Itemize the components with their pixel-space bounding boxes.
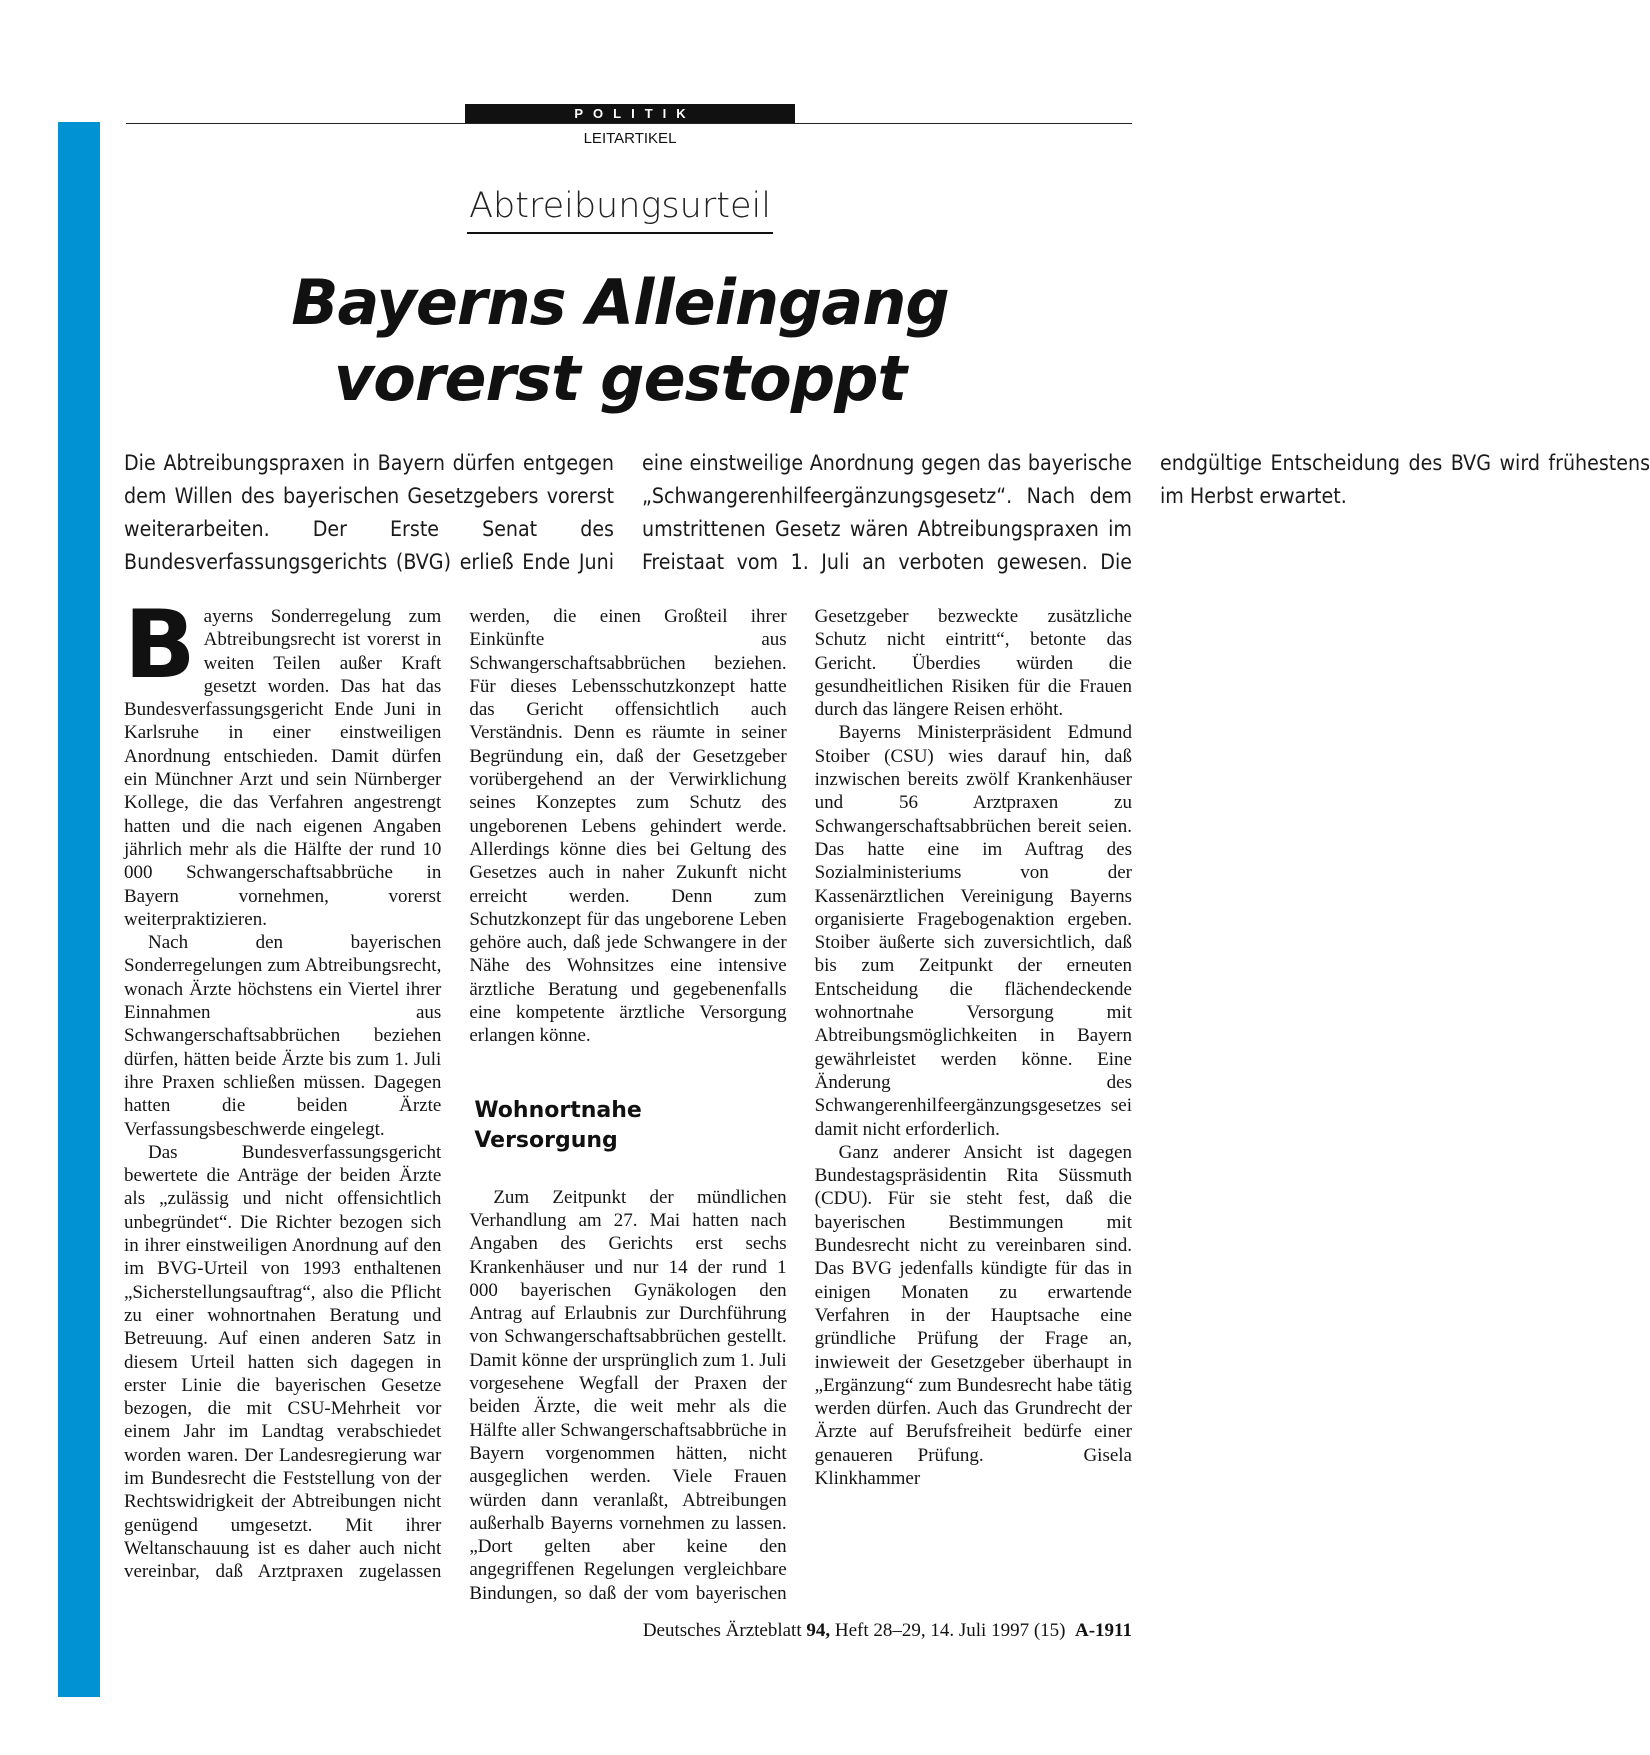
- subheading-line-1: Wohnortnahe: [474, 1097, 642, 1123]
- body-paragraph: Nach den bayerischen Sonderregelungen zum Abtreibungsrecht, wonach Ärzte höchstens ein Viertel ihrer Einnahmen aus Schwangerschaftsabbrüchen beziehen dürfen, hätten beide Ärzte bis zum 1. Juli ihre Praxen schließen müssen. Dagegen hatten die beiden Ärzte Verfassungsbeschwerde eingelegt.: [124, 932, 442, 1140]
- journal-volume: 94,: [806, 1620, 831, 1641]
- lead-paragraph: [124, 446, 1650, 578]
- headline-line-1: Bayerns Alleingang: [291, 266, 949, 339]
- headline: [0, 265, 1240, 417]
- subheading-line-2: Versorgung: [474, 1127, 618, 1153]
- kicker-title: Abtreibungsurteil: [467, 186, 773, 234]
- page-number: A-1911: [1075, 1620, 1132, 1641]
- lead-text: Die Abtreibungspraxen in Bayern dürfen entgegen dem Willen des bayerischen Gesetzgebers vorerst weiterarbeiten. Der Erste Senat des Bundesverfassungsgerichts (BVG) erließ Ende Juni eine einstweilige Anordnung gegen das bayerische „Schwangerenhilfeergänzungsgesetz“. Nach dem umstrittenen Gesetz wären Abtreibungspraxen im Freistaat vom 1. Juli an verboten gewesen. Die endgültige Entscheidung des BVG wird frühestens im Herbst erwartet.: [124, 450, 1650, 574]
- body-paragraph: Bayerns Ministerpräsident Edmund Stoiber (CSU) wies darauf hin, daß inzwischen bereits zwölf Krankenhäuser und 56 Arztpraxen zu Schwangerschaftsabbrüchen bereit seien. Das hatte eine im Auftrag des Sozialministeriums von der Kassenärztlichen Vereinigung Bayerns organisierte Fragebogenaktion ergeben. Stoiber äußerte sich zuversichtlich, daß bis zum Zeitpunkt der erneuten Entscheidung die flächendeckende wohnortnahe Versorgung mit Abtreibungsmöglichkeiten in Bayern gewährleistet werden könne. Eine Änderung des Schwangerenhilfeergänzungsgesetzes sei damit nicht erforderlich.: [814, 722, 1132, 1140]
- kicker-container: [0, 186, 1240, 234]
- subheading: [474, 1096, 786, 1156]
- body-paragraph-text: ayerns Sonderregelung zum Abtreibungsrecht ist vorerst in weiten Teilen außer Kraft gesetzt worden. Das hat das Bundesverfassungsgericht Ende Juni in Karlsruhe in einer einstweiligen Anordnung entschieden. Damit dürfen ein Münchner Arzt und sein Nürnberger Kollege, die das Verfahren angestrengt hatten und die nach eigenen Angaben jährlich mehr als die Hälfte der rund 10 000 Schwangerschaftsabbrüche in Bayern vornehmen, vorerst weiterpraktizieren.: [124, 606, 442, 930]
- section-sublabel: LEITARTIKEL: [583, 130, 677, 147]
- drop-cap: B: [124, 591, 196, 700]
- body-paragraph: Das Bundesverfassungsgericht bewertete die Anträge der beiden Ärzte als „zulässig und nicht offensichtlich unbegründet“. Die Richter bezogen sich in ihrer einstweiligen Anordnung auf den im BVG-Urteil von 1993 enthaltenen „Sicherstellungsauftrag“, also die Pflicht zu einer wohnortnahen Beratung und Betreuung. Auf einen anderen Satz in diesem Urteil hatten sich dagegen in erster Linie die bayerischen Gesetze bezogen, die mit CSU-Mehrheit vor einem Jahr im Landtag verabschiedet worden waren. Der Landesregierung war im Bundesrecht die Feststellung von der Rechtswidrigkeit der Abtreibungen nicht genügend umgesetzt. Mit ihrer Weltanschauung ist es daher auch nicht vereinbar, daß Arztpraxen zugelassen werden, die einen Großteil ihrer Einkünfte aus Schwangerschaftsabbrüchen beziehen. Für dieses Lebensschutzkonzept hatte das Gericht offensichtlich auch Verständnis. Denn es räumte in seiner Begründung ein, daß der Gesetzgeber vorübergehend an der Verwirklichung seines Konzeptes zum Schutz des ungeborenen Lebens gehindert werde. Allerdings könne dies bei Geltung des Gesetzes auch in naher Zukunft nicht erreicht werden. Denn zum Schutzkonzept für das ungeborene Leben gehöre auch, daß jede Schwangere in der Nähe des Wohnsitzes eine intensive ärztliche Beratung und gegebenenfalls eine kompetente ärztliche Versorgung erlangen könne.: [124, 606, 787, 1583]
- article-body: [124, 591, 1132, 1605]
- journal-issue: Heft 28–29, 14. Juli 1997 (15): [834, 1620, 1066, 1641]
- page-footer: [643, 1620, 1132, 1642]
- section-label: POLITIK: [465, 104, 795, 123]
- body-paragraph: Zum Zeitpunkt der mündlichen Verhandlung am 27. Mai hatten nach Angaben des Gerichts erst sechs Krankenhäuser und nur 14 der rund 1 000 bayerischen Gynäkologen den Antrag auf Erlaubnis zur Durchführung von Schwangerschaftsabbrüchen gestellt. Damit könne der ursprünglich zum 1. Juli vorgesehene Wegfall der Praxen der beiden Ärzte, die weit mehr als die Hälfte aller Schwangerschaftsabbrüche in Bayern vorgenommen hätten, nicht ausgeglichen werden. Viele Frauen würden dann veranlaßt, Abtreibungen außerhalb Bayerns vornehmen zu lassen. „Dort gelten aber keine den angegriffenen Regelungen vergleichbare Bindungen, so daß der vom bayerischen Gesetzgeber bezweckte zusätzliche Schutz nicht eintritt“, betonte das Gericht. Überdies würden die gesundheitlichen Risiken für die Frauen durch das längere Reisen erhöht.: [469, 606, 1132, 1604]
- author-name: Gisela Klinkhammer: [814, 1444, 1132, 1489]
- body-paragraph-text: Ganz anderer Ansicht ist dagegen Bundestagspräsidentin Rita Süssmuth (CDU). Für sie steht fest, daß die bayerischen Bestimmungen mit Bundesrecht nicht zu vereinbaren sind. Das BVG jedenfalls kündigte für das in einigen Monaten zu erwartende Verfahren in der Hauptsache eine gründliche Prüfung der Frage an, inwieweit der Gesetzgeber überhaupt in „Ergänzung“ zum Bundesrecht habe tätig werden dürfen. Auch das Grundrecht der Ärzte auf Berufsfreiheit bedürfe einer genaueren Prüfung.: [814, 1141, 1132, 1466]
- body-paragraph: [124, 591, 442, 931]
- headline-line-2: vorerst gestoppt: [333, 342, 907, 415]
- header-rule: [126, 123, 1132, 124]
- body-paragraph: [815, 1141, 1132, 1490]
- journal-name: Deutsches Ärzteblatt: [642, 1620, 802, 1641]
